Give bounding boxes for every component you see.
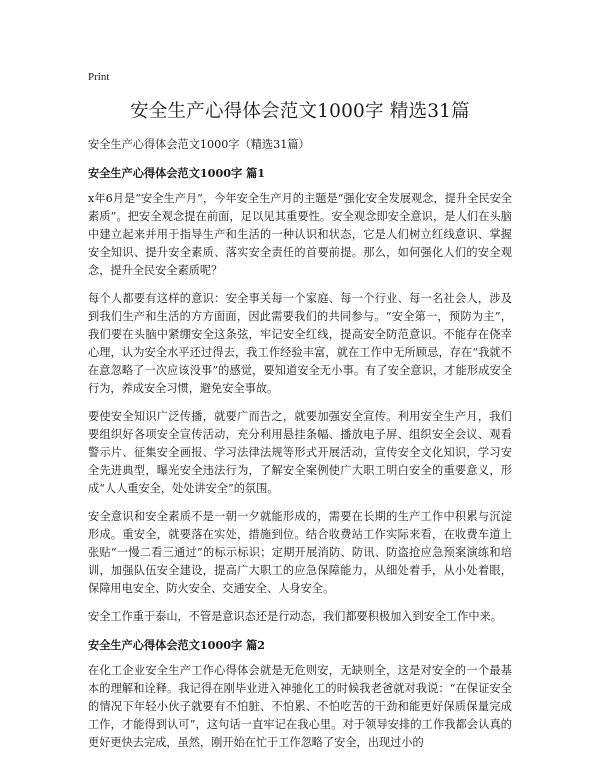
- paragraph: 安全意识和安全素质不是一朝一夕就能形成的，需要在长期的生产工作中积累与沉淀形成。重安全，就要落在实处，措施到位。结合收费站工作实际来看，在收费车道上张贴“一慢二看三通过”的标示标识；定期开展消防、防讯、防盗抢应急预案演练和培训，加强队伍安全建设，提高广大职工的应急保障能力，从细处着手，从小处着眼，保障用电安全、防火安全、交通安全、人身安全。: [88, 510, 512, 595]
- paragraph: x年6月是“安全生产月”，今年安全生产月的主题是“强化安全发展观念，提升全民安全素质”。把安全观念提在前面，足以见其重要性。安全观念即安全意识，是人们在头脑中建立起来并用于指导生产和生活的一种认识和状态，它是人们树立红线意识、掌握安全知识、提升安全素质、落实安全责任的首要前提。那么，如何强化人们的安全观念，提升全民安全素质呢？: [88, 192, 512, 277]
- paragraph: 要使安全知识广泛传播，就要广而告之，就要加强安全宣传。利用安全生产月，我们要组织好各项安全宣传活动，充分利用悬挂条幅、播放电子屏、组织安全会议、观看警示片、征集安全画报、学习法律法规等形式开展活动，宣传安全文化知识，学习安全先进典型，曝光安全违法行为，了解安全案例使广大职工明白安全的重要意义，形成“人人重安全，处处讲安全”的氛围。: [88, 410, 512, 495]
- section-2: [88, 636, 512, 752]
- paragraph: 安全工作重于泰山，不管是意识态还是行动态，我们都要积极加入到安全工作中来。: [88, 610, 502, 623]
- section-heading: 安全生产心得体会范文1000字 篇2: [88, 638, 266, 652]
- document-title: 安全生产心得体会范文1000字 精选31篇: [130, 101, 470, 122]
- document-subtitle: 安全生产心得体会范文1000字（精选31篇）: [88, 138, 310, 151]
- section-heading: 安全生产心得体会范文1000字 篇1: [88, 166, 266, 180]
- paragraph: 在化工企业安全生产工作心得体会就是无危则安，无缺则全，这是对安全的一个最基本的理解和诠释。我记得在刚毕业进入神驰化工的时候我老爸就对我说：“在保证安全的情况下年轻小伙子就要有不怕脏、不怕累、不怕吃苦的干劲和能更好保质保量完成工作，才能得到认可”，这句话一直牢记在我心里。对于领导安排的工作我都会认真的更好更快去完成，虽然，刚开始在忙于工作忽略了安全，出现过小的: [88, 664, 512, 749]
- paragraph: 每个人都要有这样的意识：安全事关每一个家庭、每一个行业、每一名社会人，涉及到我们生产和生活的方方面面，因此需要我们的共同参与。“安全第一，预防为主”，我们要在头脑中紧绷安全这条弦，牢记安全红线，提高安全防范意识。不能存在侥幸心理，认为安全水平还过得去，我工作经验丰富，就在工作中无所顾忌，存在“我就不在意忽略了一次应该没事”的感觉，要知道安全无小事。有了安全意识，才能形成安全行为，养成安全习惯，避免安全事故。: [88, 292, 512, 395]
- print-label: Print: [88, 71, 110, 83]
- section-1: [88, 164, 512, 626]
